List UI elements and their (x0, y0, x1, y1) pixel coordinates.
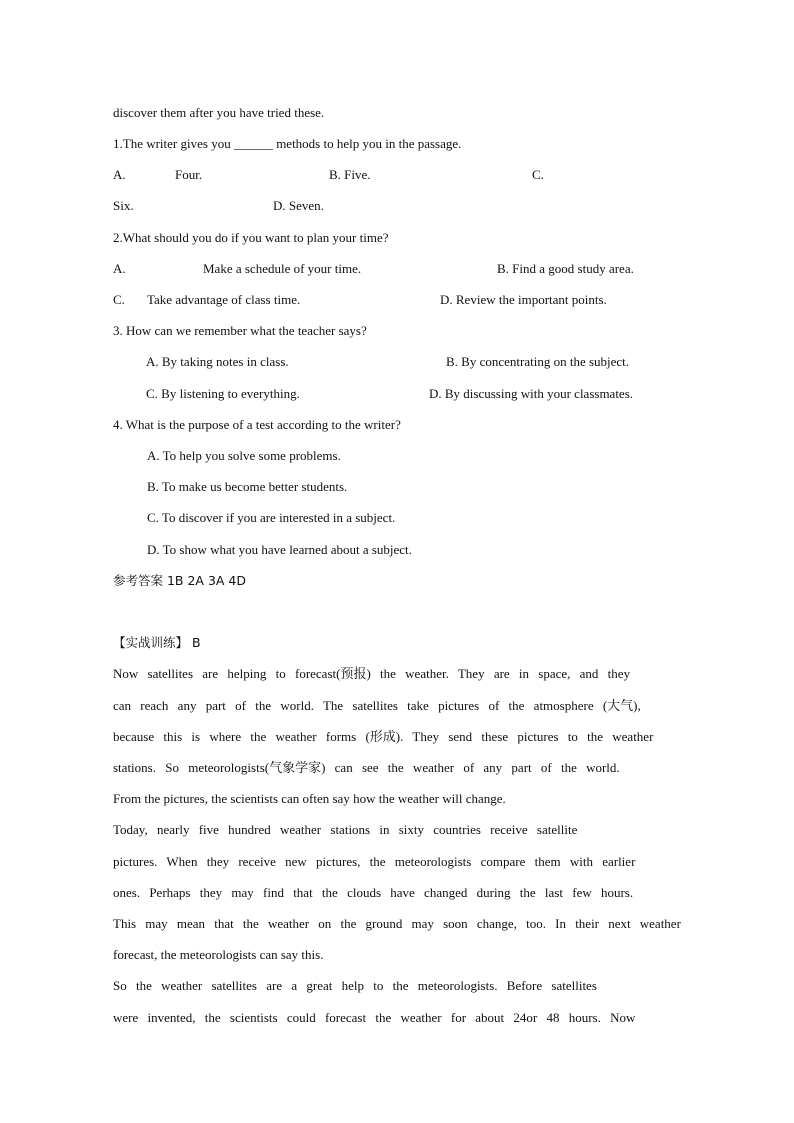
question-2-options-row-2 (113, 292, 682, 308)
q1-option-a-label: A. (113, 167, 126, 182)
passage-line-6: Today, nearly five hundred weather stations in sixty countries receive satellite (113, 822, 578, 837)
passage-line-9: This may mean that the weather on the ground may soon change, too. In their next weather (113, 916, 681, 931)
q2-option-c-label: C. (113, 292, 125, 307)
q2-option-d: D. Review the important points. (440, 292, 607, 307)
question-1-stem: 1.The writer gives you ______ methods to help you in the passage. (113, 136, 462, 151)
q4-option-d: D. To show what you have learned about a subject. (147, 542, 412, 557)
passage-line-1: Now satellites are helping to forecast(预报) the weather. They are in space, and they (113, 666, 631, 681)
intro-tail: discover them after you have tried these. (113, 105, 325, 120)
q1-option-c-label: C. (532, 167, 544, 182)
question-3-stem: 3. How can we remember what the teacher says? (113, 323, 367, 338)
passage-line-2: can reach any part of the world. The satellites take pictures of the atmosphere (大气), (113, 698, 641, 713)
q3-option-b: B. By concentrating on the subject. (446, 354, 630, 369)
q1-option-a-text: Four. (175, 167, 203, 182)
q4-option-c: C. To discover if you are interested in a subject. (147, 510, 396, 525)
passage-line-8: ones. Perhaps they may find that the clouds have changed during the last few hours. (113, 885, 634, 900)
passage-line-3: because this is where the weather forms (形成). They send these pictures to the weather (113, 729, 654, 744)
q3-option-d: D. By discussing with your classmates. (429, 386, 634, 401)
question-2-options-row-1 (113, 261, 682, 277)
question-1-options-row-1 (113, 167, 682, 183)
q1-option-b: B. Five. (329, 167, 371, 182)
q4-option-b: B. To make us become better students. (147, 479, 348, 494)
q1-option-c-text: Six. (113, 198, 134, 213)
q1-option-d: D. Seven. (273, 198, 324, 213)
passage-line-12: were invented, the scientists could forecast the weather for about 24or 48 hours. Now (113, 1010, 636, 1025)
passage-line-10: forecast, the meteorologists can say this. (113, 947, 324, 962)
answer-key: 参考答案 1B 2A 3A 4D (113, 573, 247, 588)
question-1-options-row-2 (113, 198, 682, 214)
question-3-options-row-1 (113, 354, 682, 370)
passage-line-4: stations. So meteorologists(气象学家) can see the weather of any part of the world. (113, 760, 620, 775)
section-heading: 【实战训练】 B (113, 635, 201, 650)
q2-option-a-label: A. (113, 261, 126, 276)
passage-line-5: From the pictures, the scientists can often say how the weather will change. (113, 791, 506, 806)
passage-line-7: pictures. When they receive new pictures, the meteorologists compare them with earlier (113, 854, 636, 869)
q3-option-c: C. By listening to everything. (146, 386, 300, 401)
q4-option-a: A. To help you solve some problems. (147, 448, 341, 463)
q2-option-c-text: Take advantage of class time. (147, 292, 301, 307)
question-4-stem: 4. What is the purpose of a test according to the writer? (113, 417, 401, 432)
passage-line-11: So the weather satellites are a great help to the meteorologists. Before satellites (113, 978, 597, 993)
q2-option-b: B. Find a good study area. (497, 261, 634, 276)
question-3-options-row-2 (113, 386, 682, 402)
q2-option-a-text: Make a schedule of your time. (203, 261, 362, 276)
question-2-stem: 2.What should you do if you want to plan your time? (113, 230, 389, 245)
q3-option-a: A. By taking notes in class. (146, 354, 289, 369)
